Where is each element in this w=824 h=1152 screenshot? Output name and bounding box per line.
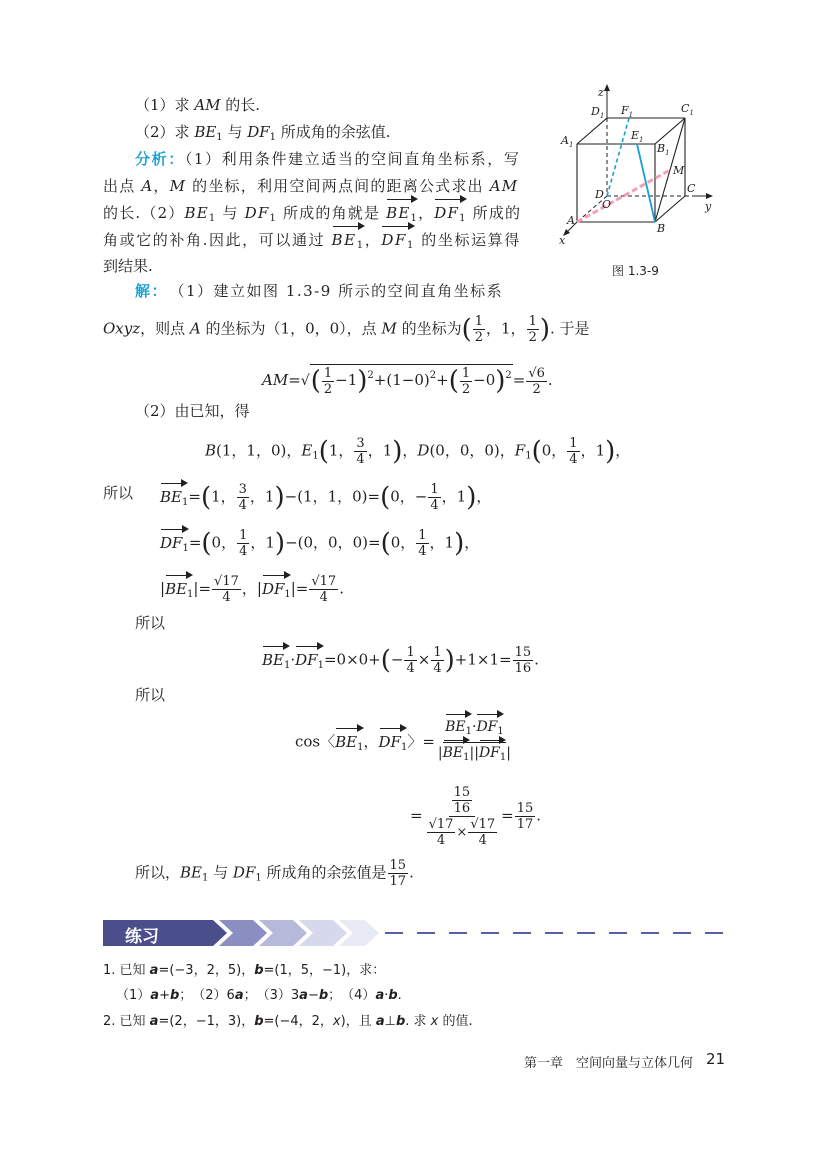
exercise-banner bbox=[103, 920, 383, 946]
svg-text:D: D bbox=[595, 188, 604, 201]
svg-text:y: y bbox=[705, 200, 712, 213]
dot-product: $BE_1\cdot DF_1=0\times 0+(-$ $\frac{1}{4}$ × $\frac{1}{4}$ )+1×1= $\frac{15}{16}$ . bbox=[262, 645, 539, 676]
solution-line-2: Oxyz，则点 A 的坐标为（1，0，0），点 M 的坐标为( $\frac{1}{2}$ ，1， $\frac{1}{2}$ ). 于是 bbox=[103, 314, 590, 345]
am-formula: AM=√( $\frac{1}{2}$ $-1)^2+(1-0)^2+$( $\frac{1}{2}$ −0)$^2$= $\frac{√6}{2}$ . bbox=[262, 365, 553, 397]
footer-chapter: 第一章 空间向量与立体几何 bbox=[524, 1056, 694, 1071]
conclusion: 所以，$BE_1$ 与 $DF_1$ 所成角的余弦值是 $\frac{15}{17}$ . bbox=[135, 858, 414, 889]
svg-text:B1: $B_1$ bbox=[657, 142, 670, 157]
points-coords: B(1，1，0)，$E_1(1$， $\frac{3}{4}$ ，1)，D(0，0，0)，$F_1(0$， $\frac{1}{4}$ ，1)， bbox=[205, 436, 631, 467]
svg-text:z: z bbox=[598, 86, 604, 99]
svg-text:O: O bbox=[602, 198, 612, 211]
cube-figure bbox=[555, 84, 725, 254]
cos-formula: cos〈$BE_1$，$DF_1$〉= $\frac{BE_1\cdot DF_1}{|BE_1||DF_1|}$ bbox=[295, 717, 514, 768]
page-number: 21 bbox=[706, 1050, 726, 1068]
exercise-1-parts: （1）a+b； （2）6a； （3）3a−b； （4）a·b. bbox=[116, 988, 402, 1003]
svg-text:E1: $E_1$ bbox=[631, 129, 644, 144]
analysis-line-1: 分析：（1）利用条件建立适当的空间直角坐标系，写 bbox=[135, 150, 521, 168]
vec-be1: $BE_1=(1$， $\frac{3}{4}$ ，1)−(1，1，0)=(0，− $\frac{1}{4}$ ，1)， bbox=[160, 482, 492, 513]
svg-text:C: C bbox=[687, 182, 696, 195]
therefore-3: 所以 bbox=[135, 686, 166, 704]
svg-text:F1: $F_1$ bbox=[621, 104, 634, 119]
analysis-line-5: 到结果. bbox=[103, 257, 153, 275]
analysis-line-4: 角或它的补角.因此，可以通过 $BE_1$，$DF_1$ 的坐标运算得 bbox=[103, 229, 521, 257]
analysis-line-2: 出点 A，M 的坐标，利用空间两点间的距离公式求出 AM bbox=[103, 177, 519, 195]
svg-text:A1: $A_1$ bbox=[561, 134, 574, 149]
question-1: （1）求 AM 的长. bbox=[135, 96, 261, 114]
svg-text:C1: $C_1$ bbox=[681, 102, 694, 117]
figure-caption: 图 1.3-9 bbox=[612, 264, 659, 278]
solution-part-2: （2）由已知，得 bbox=[135, 402, 250, 420]
svg-text:A: A bbox=[567, 214, 575, 227]
svg-text:x: x bbox=[559, 234, 566, 247]
vec-lengths: $|BE_1|=$ $\frac{√17}{4}$ ，$|DF_1|=$ $\frac{√17}{4}$ . bbox=[160, 574, 344, 605]
solution-label: 解： bbox=[135, 282, 161, 300]
svg-text:B: B bbox=[657, 222, 666, 235]
exercise-2: 2. 已知 a=(2，−1，3)，b=(−4，2，x)，且 a⊥b. 求 x 的值. bbox=[103, 1014, 473, 1029]
exercise-heading: 练习 bbox=[125, 927, 159, 947]
svg-text:M: M bbox=[673, 164, 685, 177]
vec-df1: $DF_1=(0$， $\frac{1}{4}$ ，1)−(0，0，0)=(0， $\frac{1}{4}$ ，1)， bbox=[160, 528, 480, 559]
svg-text:D1: $D_1$ bbox=[591, 105, 605, 120]
cos-result: = $\frac{15}{16}$ $\frac{√17}{4}$ × $\frac{√17}{4}$ = $\frac{15}{17}$ . bbox=[410, 785, 542, 848]
solution-line-1: 解： （1）建立如图 1.3-9 所示的空间直角坐标系 bbox=[135, 282, 504, 300]
analysis-line-3: 的长$.(2)BE_1$ 与 $DF_1$ 所成的角就是 $BE_1$，$DF_1$ 所成的 bbox=[103, 202, 521, 230]
question-2: （2）求 $BE_1$ 与 $DF_1$ 所成角的余弦值. bbox=[135, 123, 391, 143]
therefore-1: 所以 bbox=[103, 484, 134, 502]
banner-dashes bbox=[385, 931, 730, 935]
analysis-label: 分析： bbox=[135, 150, 185, 168]
exercise-1: 1. 已知 a=(−3，2，5)，b=(1，5，−1)，求： bbox=[103, 963, 386, 978]
therefore-2: 所以 bbox=[135, 614, 166, 632]
